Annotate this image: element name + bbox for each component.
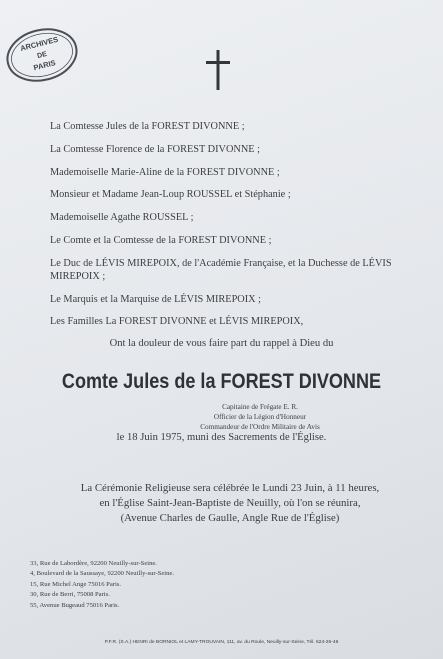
- family-name-line: Monsieur et Madame Jean-Loup ROUSSEL et Stéphanie ;: [50, 189, 291, 201]
- family-name-line: La Comtesse Jules de la FOREST DIVONNE ;: [50, 121, 245, 132]
- death-date-line: le 18 Juin 1975, muni des Sacrements de l'Église.: [116, 432, 327, 443]
- ceremony-line: (Avenue Charles de Gaulle, Angle Rue de l'Église): [120, 512, 340, 524]
- address-line: 30, Rue de Berri, 75008 Paris.: [30, 591, 110, 599]
- announcement-text: Ont la douleur de vous faire part du rappel à Dieu du: [109, 338, 334, 349]
- address-line: 4, Boulevard de la Saussaye, 92200 Neuilly-sur-Seine.: [30, 570, 174, 578]
- ceremony-line: La Cérémonie Religieuse sera célébrée le Lundi 23 Juin, à 11 heures,: [80, 482, 380, 494]
- family-name-line: Le Comte et la Comtesse de la FOREST DIVONNE ;: [50, 234, 272, 246]
- family-name-line: Le Marquis et la Marquise de LÉVIS MIREPOIX ;: [50, 293, 262, 305]
- family-names-list: [50, 120, 430, 338]
- address-line: 15, Rue Michel Ange 75016 Paris.: [30, 580, 122, 588]
- address-line: 55, Avenue Bugeaud 75016 Paris.: [30, 601, 120, 609]
- cross-icon: [205, 49, 231, 91]
- ceremony-details: [40, 481, 420, 526]
- family-name-line: Mademoiselle Marie-Aline de la FOREST DIVONNE ;: [50, 166, 280, 178]
- deceased-titles: [160, 402, 360, 432]
- ceremony-line: en l'Église Saint-Jean-Baptiste de Neuilly, où l'on se réunira,: [99, 497, 361, 509]
- title-line: Capitaine de Frégate E. R.: [222, 403, 298, 411]
- stamp-oval-icon: [0, 18, 86, 93]
- address-line: 33, Rue de Labordère, 92200 Neuilly-sur-Seine.: [30, 560, 157, 567]
- title-line: Officier de la Légion d'Honneur: [213, 413, 307, 421]
- deceased-name: Comte Jules de la FOREST DIVONNE: [61, 370, 382, 393]
- archives-de-paris-stamp: [0, 18, 86, 93]
- family-name-line: Mademoiselle Agathe ROUSSEL ;: [50, 212, 194, 224]
- stamp-label-top: ARCHIVES: [19, 34, 60, 53]
- title-line: Commandeur de l'Ordre Militaire de Avis: [200, 423, 320, 431]
- family-addresses: [30, 559, 330, 611]
- family-name-line: Le Duc de LÉVIS MIREPOIX, de l'Académie Française, et la Duchesse de LÉVIS MIREPOIX ;: [50, 257, 392, 282]
- family-name-line: Les Familles La FOREST DIVONNE et LÉVIS MIREPOIX,: [50, 316, 304, 328]
- stamp-label-middle: DE: [36, 50, 48, 61]
- family-name-line: La Comtesse Florence de la FOREST DIVONNE ;: [50, 143, 261, 155]
- stamp-label-bottom: PARIS: [32, 58, 57, 73]
- printer-credit: P.F.R. (S.A.) HENRI de BORNIOL et LAMY-TROUVAIN, 111, av. du Roule, Neuilly-sur-Seine, Tél. 624-26-46: [104, 640, 339, 645]
